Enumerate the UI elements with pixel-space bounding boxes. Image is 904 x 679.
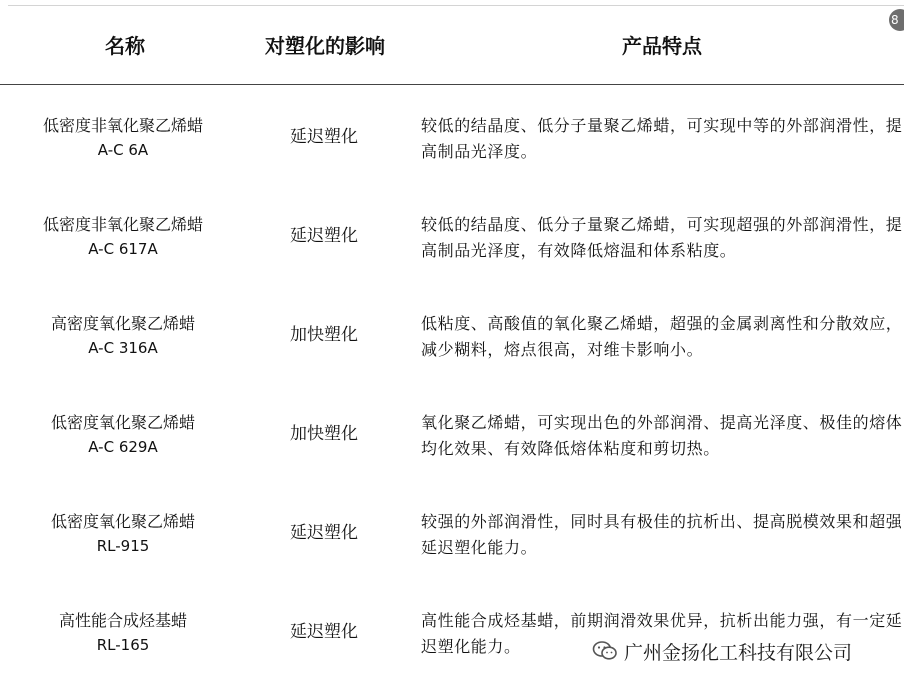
product-features: 较强的外部润滑性，同时具有极佳的抗析出、提高脱模效果和超强延迟塑化能力。 bbox=[421, 512, 903, 557]
column-header-features: 产品特点 bbox=[622, 34, 702, 58]
product-name: 低密度非氧化聚乙烯蜡 bbox=[42, 116, 203, 135]
product-grade: A-C 316A bbox=[88, 339, 158, 357]
corner-badge-icon: 8 bbox=[889, 9, 904, 31]
plasticizing-effect: 延迟塑化 bbox=[290, 226, 358, 246]
product-name: 高性能合成烃基蜡 bbox=[58, 611, 187, 630]
product-name-cell bbox=[12, 410, 234, 460]
watermark-text: 广州金扬化工科技有限公司 bbox=[624, 641, 853, 664]
table-row bbox=[0, 85, 904, 184]
table-row bbox=[0, 184, 904, 283]
product-features: 氧化聚乙烯蜡，可实现出色的外部润滑、提高光泽度、极佳的熔体均化效果、有效降低熔体粘度和剪切热。 bbox=[421, 413, 903, 458]
product-name-cell bbox=[12, 509, 234, 559]
table-row bbox=[0, 283, 904, 382]
product-features: 高性能合成烃基蜡，前期润滑效果优异，抗析出能力强，有一定延迟塑化能力。 bbox=[421, 611, 903, 656]
column-header-effect: 对塑化的影响 bbox=[265, 34, 385, 58]
plasticizing-effect: 延迟塑化 bbox=[290, 622, 358, 642]
product-grade: A-C 629A bbox=[88, 438, 158, 456]
table-row bbox=[0, 481, 904, 580]
product-name-cell bbox=[12, 608, 234, 658]
product-name: 低密度非氧化聚乙烯蜡 bbox=[42, 215, 203, 234]
product-features: 低粘度、高酸值的氧化聚乙烯蜡，超强的金属剥离性和分散效应，减少糊料，熔点很高，对维卡影响小。 bbox=[421, 314, 903, 359]
wechat-icon bbox=[592, 640, 618, 662]
plasticizing-effect: 延迟塑化 bbox=[290, 523, 358, 543]
plasticizing-effect: 加快塑化 bbox=[290, 325, 358, 345]
product-features: 较低的结晶度、低分子量聚乙烯蜡，可实现中等的外部润滑性，提高制品光泽度。 bbox=[421, 116, 903, 161]
table-header bbox=[0, 0, 904, 85]
product-name: 高密度氧化聚乙烯蜡 bbox=[50, 314, 195, 333]
plasticizing-effect: 延迟塑化 bbox=[290, 127, 358, 147]
product-grade: RL-915 bbox=[96, 537, 150, 555]
table-row bbox=[0, 382, 904, 481]
plasticizing-effect: 加快塑化 bbox=[290, 424, 358, 444]
product-name: 低密度氧化聚乙烯蜡 bbox=[50, 512, 195, 531]
column-header-name: 名称 bbox=[105, 34, 145, 58]
product-name-cell bbox=[12, 212, 234, 262]
source-watermark bbox=[588, 637, 856, 665]
product-features: 较低的结晶度、低分子量聚乙烯蜡，可实现超强的外部润滑性，提高制品光泽度，有效降低熔温和体系粘度。 bbox=[421, 215, 903, 260]
product-name-cell bbox=[12, 311, 234, 361]
product-grade: A-C 617A bbox=[88, 240, 158, 258]
product-grade: RL-165 bbox=[96, 636, 150, 654]
product-grade: A-C 6A bbox=[97, 141, 149, 159]
product-name-cell bbox=[12, 113, 234, 163]
product-name: 低密度氧化聚乙烯蜡 bbox=[50, 413, 195, 432]
